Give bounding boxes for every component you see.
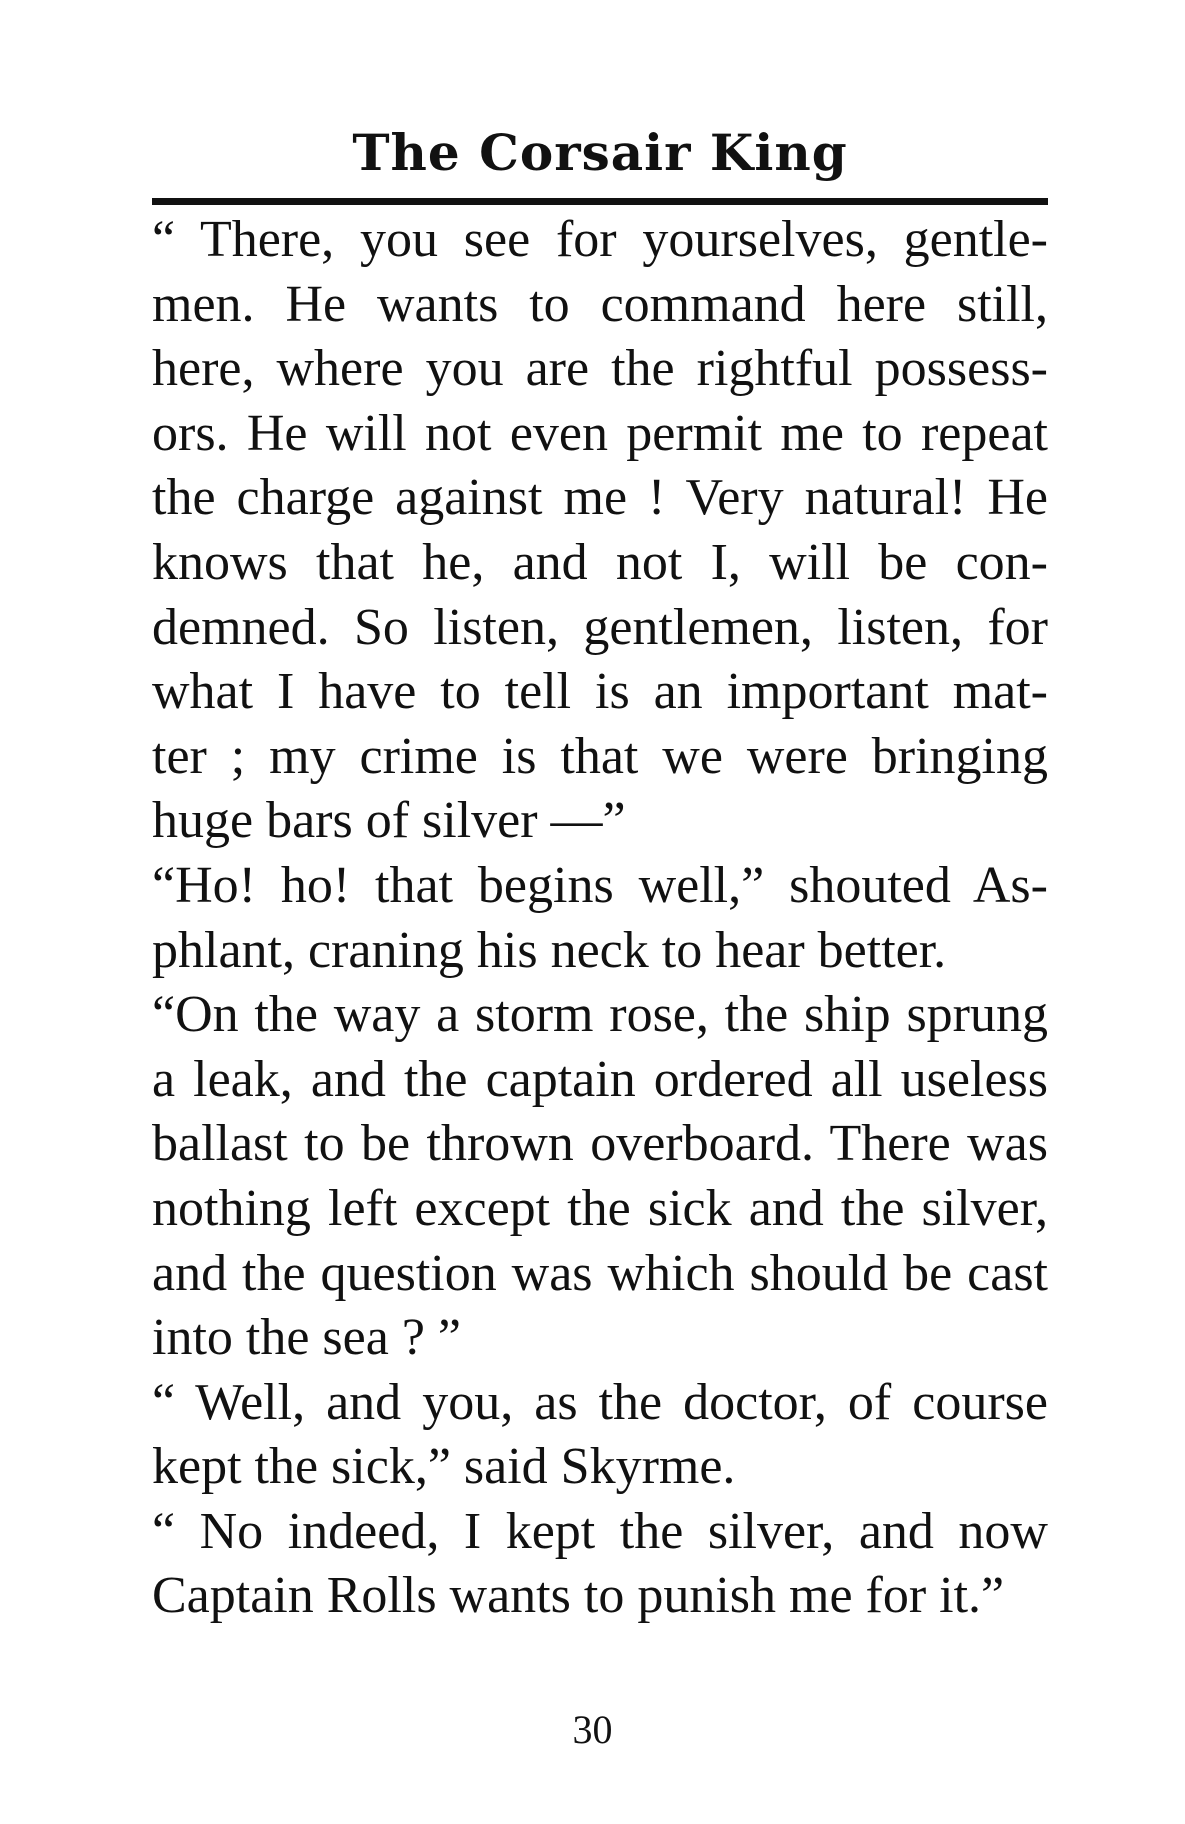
text-line: “On the way a storm rose, the ship sprung (152, 986, 1048, 1044)
text-line: demned. So listen, gentlemen, listen, for (152, 598, 1048, 656)
text-line: Captain Rolls wants to punish me for it.” (152, 1567, 1005, 1625)
text-line: “Ho! ho! that begins well,” shouted As- (152, 856, 1048, 914)
text-line: a leak, and the captain ordered all useless (152, 1050, 1048, 1108)
text-line: huge bars of silver —” (152, 792, 626, 850)
text-line: the charge against me ! Very natural! He (152, 469, 1048, 527)
text-line: ballast to be thrown overboard. There was (152, 1115, 1048, 1173)
text-line: “ Well, and you, as the doctor, of course (152, 1373, 1048, 1431)
text-line: kept the sick,” said Skyrme. (152, 1438, 736, 1496)
text-line: “ There, you see for yourselves, gentle- (152, 211, 1048, 268)
text-line: “ No indeed, I kept the silver, and now (152, 1502, 1048, 1560)
text-line: nothing left except the sick and the silver, (152, 1179, 1048, 1237)
text-line: knows that he, and not I, will be con- (152, 533, 1048, 591)
text-line: ors. He will not even permit me to repeat (152, 404, 1048, 462)
running-title: The Corsair King (352, 123, 848, 182)
text-line: men. He wants to command here still, (152, 275, 1048, 333)
text-line: ter ; my crime is that we were bringing (152, 727, 1048, 785)
text-line: phlant, craning his neck to hear better. (152, 921, 947, 979)
text-line: and the question was which should be cast (152, 1244, 1048, 1302)
page-number: 30 (572, 1707, 613, 1752)
text-line: into the sea ? ” (152, 1309, 461, 1367)
body-text (152, 208, 1048, 1629)
text-line: here, where you are the rightful possess- (152, 340, 1048, 398)
header-rule (152, 198, 1048, 205)
text-line: what I have to tell is an important mat- (152, 663, 1048, 721)
